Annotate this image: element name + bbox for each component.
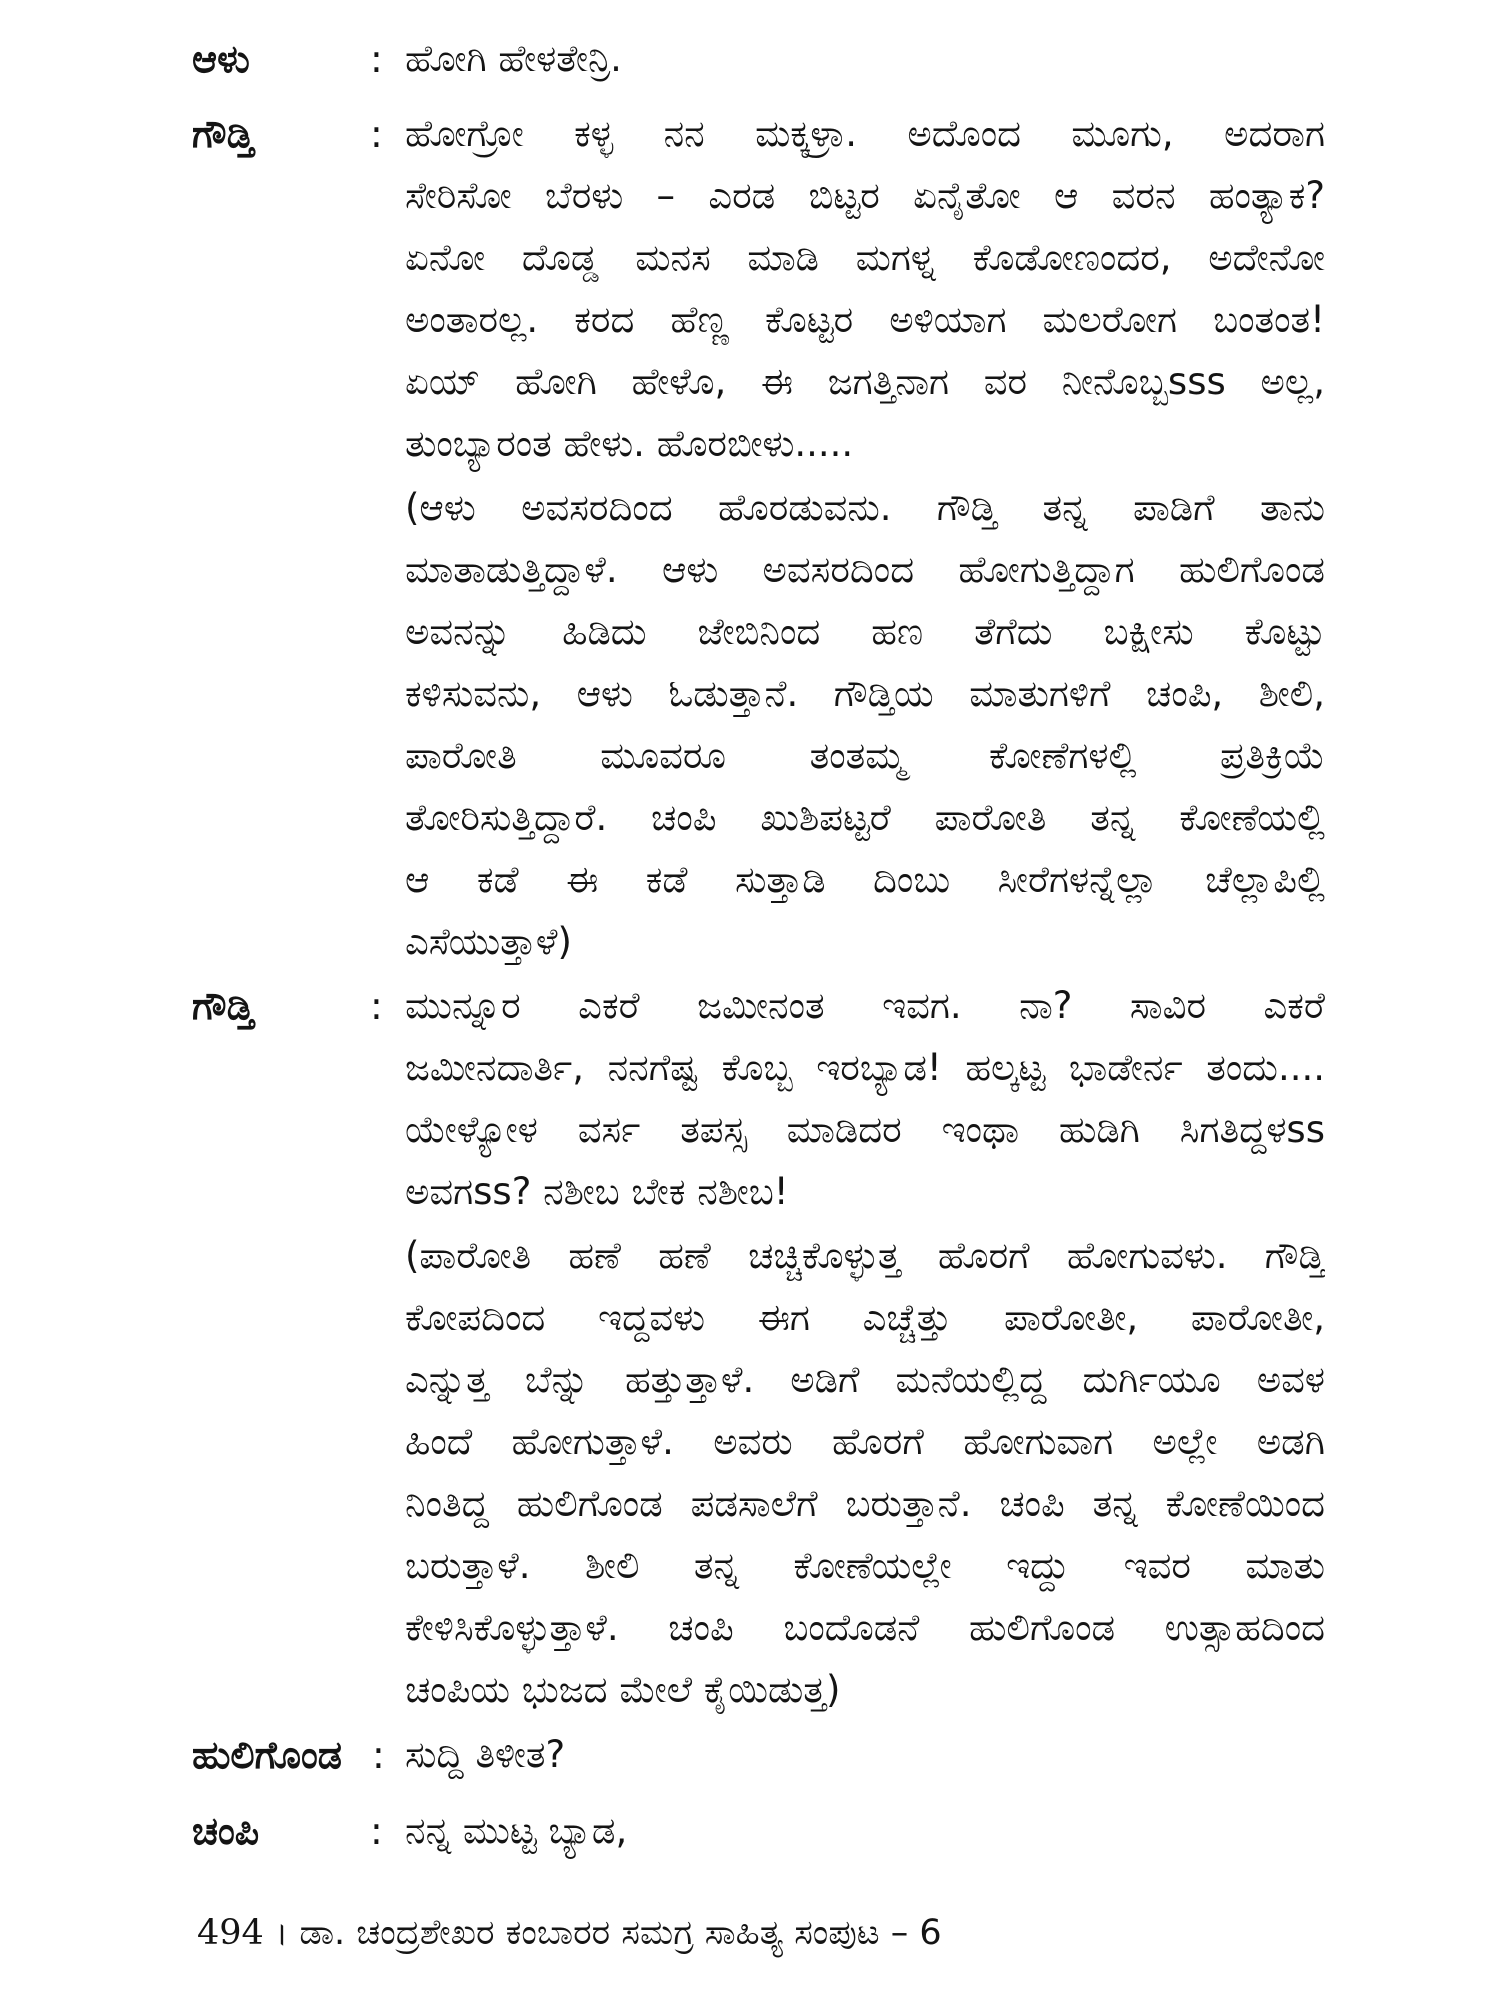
speaker-name: ಆಳು <box>192 37 250 81</box>
speech-line: ನನ್ನ ಮುಟ್ಟ ಬ್ಯಾಡ, <box>405 1809 628 1852</box>
stage-line: ಎಸೆಯುತ್ತಾಳೆ) <box>405 920 572 963</box>
page-number: 494 <box>197 1913 264 1953</box>
stage-line: ಕಳಿಸುವನು, ಆಳು ಓಡುತ್ತಾನೆ. ಗೌಡ್ತಿಯ ಮಾತುಗಳಿಗೆ ಚಂಪಿ, ಶೀಲಿ, <box>405 672 1325 715</box>
speaker-colon: : <box>370 984 383 1028</box>
stage-line: ಚಂಪಿಯ ಭುಜದ ಮೇಲೆ ಕೈಯಿಡುತ್ತ) <box>405 1668 841 1711</box>
speaker-colon: : <box>372 1733 385 1777</box>
stage-line: ಪಾರೋತಿ ಮೂವರೂ ತಂತಮ್ಮ ಕೋಣೆಗಳಲ್ಲಿ ಪ್ರತಿಕ್ರಿಯೆ <box>405 734 1325 777</box>
page-footer <box>197 1908 942 1958</box>
stage-line: ಆ ಕಡೆ ಈ ಕಡೆ ಸುತ್ತಾಡಿ ದಿಂಬು ಸೀರೆಗಳನ್ನೆಲ್ಲಾ ಚೆಲ್ಲಾಪಿಲ್ಲಿ <box>405 858 1325 901</box>
speech-line: ಸೇರಿಸೋ ಬೆರಳು – ಎರಡ ಬಿಟ್ಟರ ಏನೈತೋ ಆ ವರನ ಹಂತ್ಯಾಕ? <box>405 174 1325 217</box>
speech-line: ತುಂಬ್ಯಾರಂತ ಹೇಳು. ಹೊರಬೀಳು..... <box>405 422 854 465</box>
footer-separator: । <box>274 1913 289 1953</box>
speaker-colon: : <box>370 112 383 156</box>
speech-text <box>405 1724 1325 1786</box>
speech-text <box>405 975 1325 1223</box>
book-title: ಡಾ. ಚಂದ್ರಶೇಖರ ಕಂಬಾರರ ಸಮಗ್ರ ಸಾಹಿತ್ಯ ಸಂಪುಟ – 6 <box>299 1913 942 1953</box>
stage-line: ಮಾತಾಡುತ್ತಿದ್ದಾಳೆ. ಆಳು ಅವಸರದಿಂದ ಹೋಗುತ್ತಿದ್ದಾಗ ಹುಲಿಗೊಂಡ <box>405 548 1325 591</box>
stage-line: ಅವನನ್ನು ಹಿಡಿದು ಜೇಬಿನಿಂದ ಹಣ ತೆಗೆದು ಬಕ್ಷೀಸು ಕೊಟ್ಟು <box>405 610 1325 653</box>
speech-line: ಮುನ್ನೂರ ಎಕರೆ ಜಮೀನಂತ ಇವಗ. ನಾ? ಸಾವಿರ ಎಕರೆ <box>405 984 1325 1027</box>
speech-text <box>405 103 1325 475</box>
speech-line: ಹೋಗ್ರೋ ಕಳ್ಳ ನನ ಮಕ್ಕಳ್ರಾ. ಅದೊಂದ ಮೂಗು, ಅದರಾಗ <box>405 112 1325 155</box>
stage-line: ನಿಂತಿದ್ದ ಹುಲಿಗೊಂಡ ಪಡಸಾಲೆಗೆ ಬರುತ್ತಾನೆ. ಚಂಪಿ ತನ್ನ ಕೋಣೆಯಿಂದ <box>405 1482 1325 1525</box>
speech-text <box>405 28 1325 90</box>
speech-line: ಅವಗss? ನಶೀಬ ಬೇಕ ನಶೀಬ! <box>405 1170 789 1213</box>
speech-text <box>405 1800 1325 1862</box>
speech-line: ಸುದ್ದಿ ತಿಳೀತ? <box>405 1733 566 1776</box>
stage-direction <box>405 477 1325 973</box>
speech-line: ಜಮೀನದಾರ್ತಿ, ನನಗೆಷ್ಟ ಕೊಬ್ಬ ಇರಬ್ಯಾಡ! ಹಲ್ಕಟ್ಟ ಭಾಡೇರ್ನ ತಂದು.... <box>405 1046 1325 1089</box>
speaker-name: ಹುಲಿಗೊಂಡ <box>192 1733 342 1777</box>
stage-line: ಕೇಳಿಸಿಕೊಳ್ಳುತ್ತಾಳೆ. ಚಂಪಿ ಬಂದೊಡನೆ ಹುಲಿಗೊಂಡ ಉತ್ಸಾಹದಿಂದ <box>405 1606 1325 1649</box>
stage-line: ಹಿಂದೆ ಹೋಗುತ್ತಾಳೆ. ಅವರು ಹೊರಗೆ ಹೋಗುವಾಗ ಅಲ್ಲೇ ಅಡಗಿ <box>405 1420 1325 1463</box>
stage-line: ಬರುತ್ತಾಳೆ. ಶೀಲಿ ತನ್ನ ಕೋಣೆಯಲ್ಲೇ ಇದ್ದು ಇವರ ಮಾತು <box>405 1544 1325 1587</box>
stage-direction <box>405 1225 1325 1721</box>
speaker-name: ಗೌಡ್ತಿ <box>192 112 254 156</box>
speaker-name: ಗೌಡ್ತಿ <box>192 984 254 1028</box>
stage-line: (ಪಾರೋತಿ ಹಣೆ ಹಣೆ ಚಚ್ಚಿಕೊಳ್ಳುತ್ತ ಹೊರಗೆ ಹೋಗುವಳು. ಗೌಡ್ತಿ <box>405 1234 1325 1277</box>
speech-line: ಅಂತಾರಲ್ಲ. ಕರದ ಹೆಣ್ಣ ಕೊಟ್ಟರ ಅಳಿಯಾಗ ಮಲರೋಗ ಬಂತಂತ! <box>405 298 1325 341</box>
stage-line: ಕೋಪದಿಂದ ಇದ್ದವಳು ಈಗ ಎಚ್ಚೆತ್ತು ಪಾರೋತೀ, ಪಾರೋತೀ, <box>405 1296 1325 1339</box>
stage-line: ತೋರಿಸುತ್ತಿದ್ದಾರೆ. ಚಂಪಿ ಖುಶಿಪಟ್ಟರೆ ಪಾರೋತಿ ತನ್ನ ಕೋಣೆಯಲ್ಲಿ <box>405 796 1325 839</box>
speech-line: ಏಯ್ ಹೋಗಿ ಹೇಳೊ, ಈ ಜಗತ್ತಿನಾಗ ವರ ನೀನೊಬ್ಬsss ಅಲ್ಲ, <box>405 360 1325 403</box>
speaker-name: ಚಂಪಿ <box>192 1809 260 1853</box>
speech-line: ಹೋಗಿ ಹೇಳತೇನ್ರಿ. <box>405 37 622 80</box>
speaker-colon: : <box>370 1809 383 1853</box>
stage-line: (ಆಳು ಅವಸರದಿಂದ ಹೊರಡುವನು. ಗೌಡ್ತಿ ತನ್ನ ಪಾಡಿಗೆ ತಾನು <box>405 486 1325 529</box>
speech-line: ಏನೋ ದೊಡ್ಡ ಮನಸ ಮಾಡಿ ಮಗಳ್ನ ಕೊಡೋಣಂದರ, ಅದೇನೋ <box>405 236 1325 279</box>
speaker-colon: : <box>370 37 383 81</box>
stage-line: ಎನ್ನುತ್ತ ಬೆನ್ನು ಹತ್ತುತ್ತಾಳೆ. ಅಡಿಗೆ ಮನೆಯಲ್ಲಿದ್ದ ದುರ್ಗಿಯೂ ಅವಳ <box>405 1358 1325 1401</box>
speech-line: ಯೇಳ್ಯೋಳ ವರ್ಸ ತಪಸ್ಸ ಮಾಡಿದರ ಇಂಥಾ ಹುಡಿಗಿ ಸಿಗತಿದ್ದಳss <box>405 1108 1325 1151</box>
